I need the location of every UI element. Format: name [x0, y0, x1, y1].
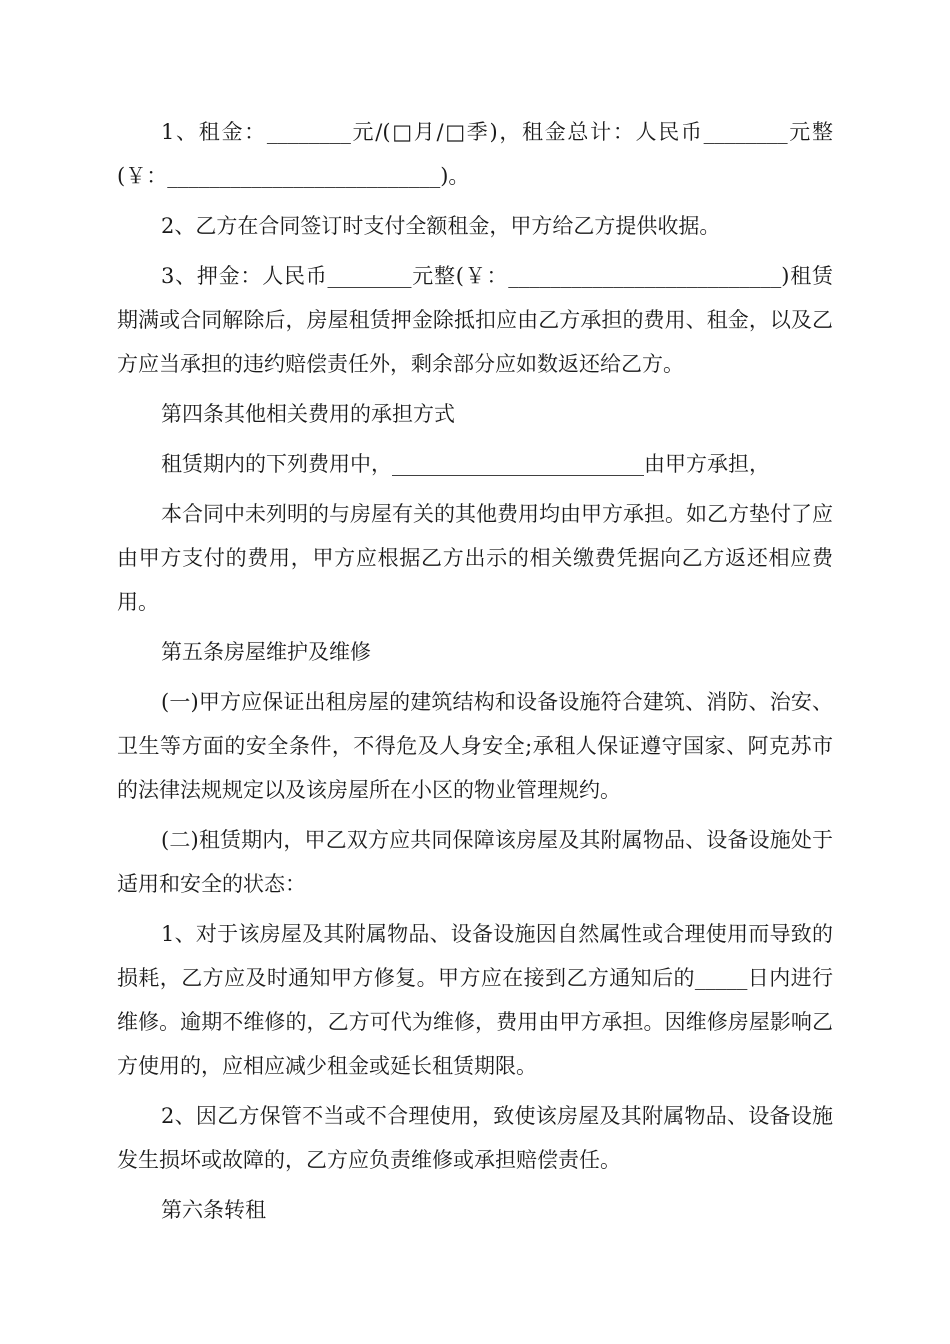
article-4-heading: 第四条其他相关费用的承担方式	[161, 402, 455, 426]
repair-subclause-1: 1、对于该房屋及其附属物品、设备设施因自然属性或合理使用而导致的损耗，乙方应及时通知甲方修复。甲方应在接到乙方通知后的_____日内进行维修。逾期不维修的，乙方可代为维修，费用由甲方承担。因维修房屋影响乙方使用的，应相应减少租金或延长租赁期限。	[117, 922, 833, 1078]
maintenance-clause-2: (二)租赁期内，甲乙双方应共同保障该房屋及其附属物品、设备设施处于适用和安全的状态：	[117, 828, 833, 896]
fees-borne-by-lessor: 租赁期内的下列费用中，________________________由甲方承担，	[161, 452, 770, 476]
rent-payment-clause: 2、乙方在合同签订时支付全额租金，甲方给乙方提供收据。	[161, 214, 721, 238]
article-6-heading: 第六条转租	[161, 1198, 266, 1222]
maintenance-clause-1: (一)甲方应保证出租房屋的建筑结构和设备设施符合建筑、消防、治安、卫生等方面的安全条件，不得危及人身安全;承租人保证遵守国家、阿克苏市的法律法规规定以及该房屋所在小区的物业管理规约。	[117, 690, 833, 802]
document-page	[117, 110, 833, 1232]
repair-subclause-2: 2、因乙方保管不当或不合理使用，致使该房屋及其附属物品、设备设施发生损坏或故障的，乙方应负责维修或承担赔偿责任。	[117, 1104, 833, 1172]
other-fees-clause: 本合同中未列明的与房屋有关的其他费用均由甲方承担。如乙方垫付了应由甲方支付的费用，甲方应根据乙方出示的相关缴费凭据向乙方返还相应费用。	[117, 502, 833, 614]
deposit-clause: 3、押金：人民币________元整(￥：__________________________)租赁期满或合同解除后，房屋租赁押金除抵扣应由乙方承担的费用、租金，以及乙方应当承担的违约赔偿责任外，剩余部分应如数返还给乙方。	[117, 264, 833, 376]
article-5-heading: 第五条房屋维护及维修	[161, 640, 371, 664]
rent-amount-clause: 1、租金：________元/(□月/□季)，租金总计：人民币________元整(￥：__________________________)。	[117, 120, 833, 188]
